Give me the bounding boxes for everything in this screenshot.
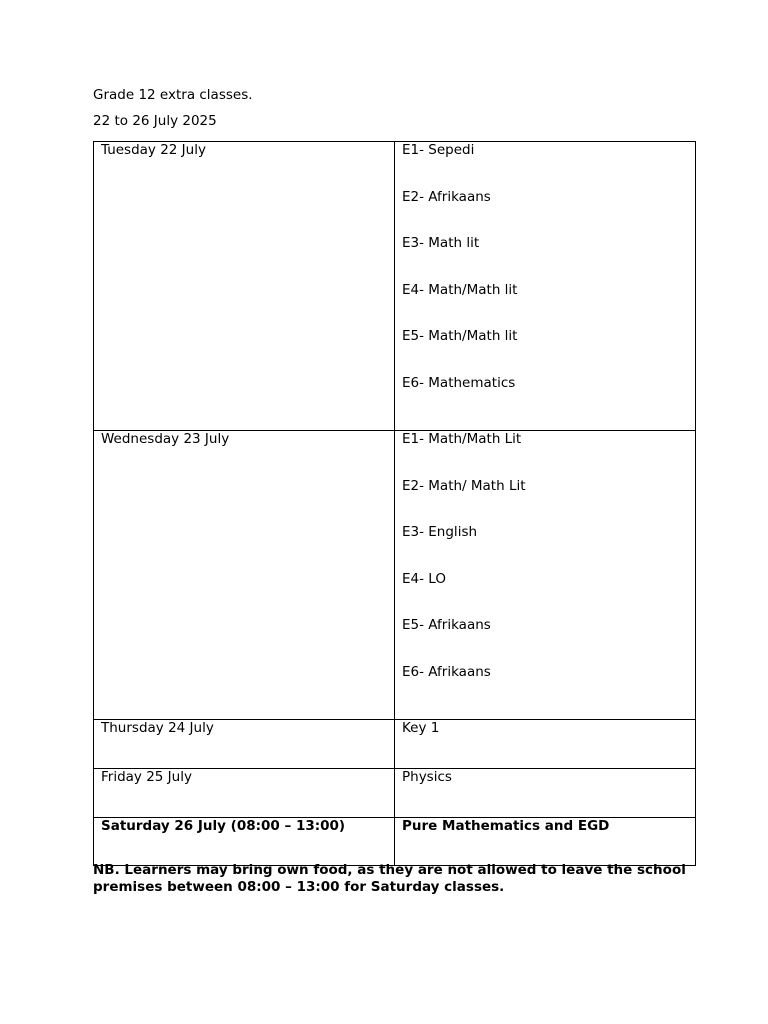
subject-cell: Pure Mathematics and EGD bbox=[395, 818, 696, 866]
subject-cell: Key 1 bbox=[395, 720, 696, 769]
list-item: E5- Math/Math lit bbox=[402, 328, 518, 344]
day-cell bbox=[94, 431, 395, 720]
list-item: E3- English bbox=[402, 524, 478, 540]
list-item: E2- Afrikaans bbox=[402, 188, 491, 205]
day-cell bbox=[94, 142, 395, 431]
table-row bbox=[94, 720, 696, 769]
class-list bbox=[402, 431, 689, 680]
day-cell: Thursday 24 July bbox=[94, 720, 395, 769]
day-cell: Saturday 26 July (08:00 – 13:00) bbox=[94, 818, 395, 866]
day-label: Wednesday 23 July bbox=[101, 431, 230, 447]
table-row bbox=[94, 818, 696, 866]
list-item: E6- Mathematics bbox=[402, 374, 516, 391]
table-row bbox=[94, 769, 696, 818]
table-row bbox=[94, 142, 696, 431]
classes-cell bbox=[395, 431, 696, 720]
list-item: E1- Sepedi bbox=[402, 142, 475, 158]
list-item: E6- Afrikaans bbox=[402, 663, 491, 680]
list-item: E4- LO bbox=[402, 570, 446, 587]
date-range: 22 to 26 July 2025 bbox=[93, 113, 217, 129]
list-item: E2- Math/ Math Lit bbox=[402, 477, 526, 494]
document-title: Grade 12 extra classes. bbox=[93, 87, 253, 103]
day-label: Tuesday 22 July bbox=[101, 142, 206, 158]
classes-cell bbox=[395, 142, 696, 431]
list-item: E1- Math/Math Lit bbox=[402, 431, 522, 447]
list-item: E3- Math lit bbox=[402, 235, 480, 251]
class-list bbox=[402, 142, 689, 391]
day-cell: Friday 25 July bbox=[94, 769, 395, 818]
table-row bbox=[94, 431, 696, 720]
schedule-table bbox=[93, 141, 696, 866]
list-item: E5- Afrikaans bbox=[402, 617, 491, 633]
footnote: NB. Learners may bring own food, as they are not allowed to leave the school premises between 08:00 – 13:00 for Saturday classes. bbox=[93, 862, 686, 895]
subject-cell: Physics bbox=[395, 769, 696, 818]
list-item: E4- Math/Math lit bbox=[402, 281, 518, 298]
